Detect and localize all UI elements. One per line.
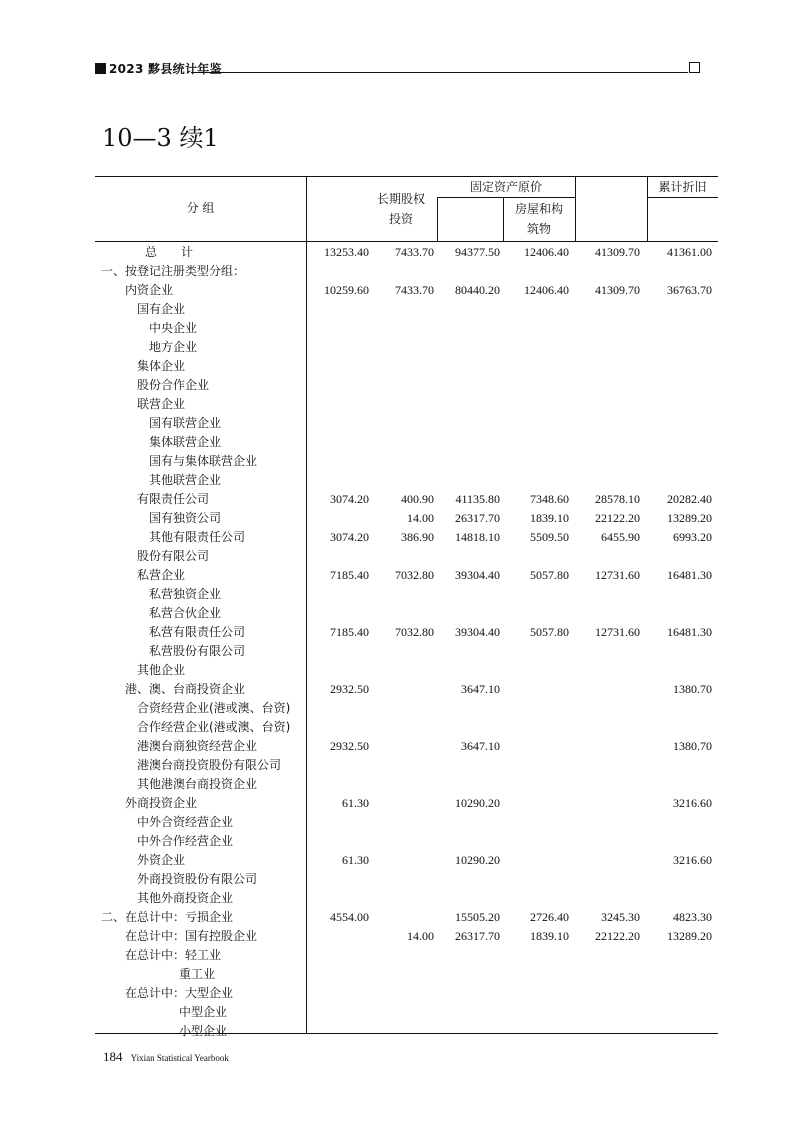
row-label: 集体企业 (137, 359, 186, 373)
table-row (95, 870, 718, 889)
row-label: 私营企业 (137, 568, 186, 582)
table-row (95, 1022, 718, 1041)
cell-value: 10259.60 (324, 283, 369, 297)
row-label: 其他联营企业 (149, 473, 222, 487)
cell-value: 14818.10 (455, 530, 500, 544)
cell-value: 39304.40 (455, 568, 500, 582)
cell-value: 386.90 (401, 530, 434, 544)
header-rule (191, 72, 688, 73)
cell-value: 28578.10 (595, 492, 640, 506)
col-header-long-term-equity: 长期股权投资 (376, 192, 425, 226)
row-label: 合资经营企业(港或澳、台资) (137, 701, 291, 715)
row-label: 有限责任公司 (137, 492, 210, 506)
cell-value: 14.00 (407, 929, 434, 943)
table-title: 10—3 续1 (102, 124, 219, 152)
cell-value: 7185.40 (330, 625, 369, 639)
cell-value: 16481.30 (667, 568, 712, 582)
row-label: 集体联营企业 (149, 435, 222, 449)
cell-value: 3216.60 (673, 796, 712, 810)
cell-value: 1839.10 (530, 511, 569, 525)
cell-value: 1380.70 (673, 682, 712, 696)
table-row (95, 832, 718, 851)
table-row (95, 243, 718, 262)
table-row (95, 699, 718, 718)
table-row (95, 528, 718, 547)
cell-value: 3216.60 (673, 853, 712, 867)
page-footer (103, 1046, 229, 1065)
cell-value: 94377.50 (455, 245, 500, 259)
table-row (95, 414, 718, 433)
header-title: 2023 黟县统计年鉴 (109, 62, 222, 76)
cell-value: 36763.70 (667, 283, 712, 297)
page-number: 184 (103, 1049, 123, 1064)
table-row (95, 547, 718, 566)
table-row (95, 471, 718, 490)
cell-value: 7185.40 (330, 568, 369, 582)
cell-value: 15505.20 (455, 910, 500, 924)
cell-value: 22122.20 (595, 929, 640, 943)
row-label: 股份合作企业 (137, 378, 210, 392)
cell-value: 3647.10 (461, 682, 500, 696)
cell-value: 1839.10 (530, 929, 569, 943)
cell-value: 22122.20 (595, 511, 640, 525)
col-header-group: 分 组 (186, 201, 215, 215)
table-row (95, 680, 718, 699)
table-row (95, 737, 718, 756)
table-row (95, 357, 718, 376)
cell-value: 20282.40 (667, 492, 712, 506)
cell-value: 26317.70 (455, 511, 500, 525)
cell-value: 14.00 (407, 511, 434, 525)
row-label: 国有企业 (137, 302, 186, 316)
cell-value: 3074.20 (330, 492, 369, 506)
col-divider (575, 177, 576, 242)
cell-value: 2932.50 (330, 682, 369, 696)
table-row (95, 889, 718, 908)
cell-value: 7348.60 (530, 492, 569, 506)
cell-value: 41309.70 (595, 283, 640, 297)
row-label: 一、按登记注册类型分组： (101, 264, 246, 278)
cell-value: 41135.80 (455, 492, 500, 506)
table-row (95, 718, 718, 737)
cell-value: 7032.80 (395, 568, 434, 582)
table-row (95, 319, 718, 338)
table-row (95, 395, 718, 414)
row-label: 其他有限责任公司 (149, 530, 246, 544)
row-label: 地方企业 (149, 340, 198, 354)
table-row (95, 433, 718, 452)
table-row (95, 452, 718, 471)
cell-value: 4823.30 (673, 910, 712, 924)
row-label: 中外合作经营企业 (137, 834, 234, 848)
row-label: 港澳台商独资经营企业 (137, 739, 258, 753)
cell-value: 39304.40 (455, 625, 500, 639)
table-row (95, 1003, 718, 1022)
table-row (95, 794, 718, 813)
row-label: 国有与集体联营企业 (149, 454, 258, 468)
table-row (95, 984, 718, 1003)
cell-value: 6455.90 (601, 530, 640, 544)
table-row (95, 509, 718, 528)
col-header-buildings: 房屋和构筑物 (514, 202, 563, 236)
table-row (95, 566, 718, 585)
row-label: 私营有限责任公司 (149, 625, 246, 639)
running-header (95, 60, 700, 76)
cell-value: 5057.80 (530, 625, 569, 639)
cell-value: 26317.70 (455, 929, 500, 943)
table-row (95, 756, 718, 775)
table-row (95, 851, 718, 870)
cell-value: 3647.10 (461, 739, 500, 753)
row-label: 在总计中：国有控股企业 (125, 929, 258, 943)
row-label: 小型企业 (179, 1024, 228, 1038)
row-label: 股份有限公司 (137, 549, 210, 563)
statistics-table (95, 176, 718, 1038)
row-label: 港、澳、台商投资企业 (125, 682, 246, 696)
cell-value: 12731.60 (595, 625, 640, 639)
row-label: 外商投资股份有限公司 (137, 872, 258, 886)
cell-value: 3074.20 (330, 530, 369, 544)
cell-value: 3245.30 (601, 910, 640, 924)
cell-value: 61.30 (342, 796, 369, 810)
row-label: 外商投资企业 (125, 796, 198, 810)
table-row (95, 623, 718, 642)
row-label: 中外合资经营企业 (137, 815, 234, 829)
col-header-fixed-assets: 固定资产原价 (469, 180, 542, 194)
table-row (95, 965, 718, 984)
table-row (95, 338, 718, 357)
row-label: 私营股份有限公司 (149, 644, 246, 658)
row-label: 中型企业 (179, 1005, 228, 1019)
row-label: 外资企业 (137, 853, 186, 867)
cell-value: 12406.40 (524, 283, 569, 297)
cell-value: 13289.20 (667, 511, 712, 525)
cell-value: 5057.80 (530, 568, 569, 582)
row-label: 私营独资企业 (149, 587, 222, 601)
row-label: 中央企业 (149, 321, 198, 335)
row-label: 在总计中：轻工业 (125, 948, 222, 962)
table-row (95, 585, 718, 604)
header-box-icon (689, 62, 700, 73)
cell-value: 6993.20 (673, 530, 712, 544)
table-row (95, 376, 718, 395)
cell-value: 4554.00 (330, 910, 369, 924)
table-row (95, 813, 718, 832)
col-divider (503, 197, 504, 242)
row-label: 国有独资公司 (149, 511, 222, 525)
row-label: 总 计 (145, 245, 194, 259)
header-rule (647, 197, 718, 198)
cell-value: 7032.80 (395, 625, 434, 639)
cell-value: 5509.50 (530, 530, 569, 544)
cell-value: 12731.60 (595, 568, 640, 582)
table-row (95, 642, 718, 661)
row-label: 国有联营企业 (149, 416, 222, 430)
row-label: 重工业 (179, 967, 216, 981)
row-label: 其他外商投资企业 (137, 891, 234, 905)
header-rule (437, 197, 575, 198)
cell-value: 12406.40 (524, 245, 569, 259)
table-row (95, 604, 718, 623)
row-label: 港澳台商投资股份有限公司 (137, 758, 282, 772)
header-square-icon (95, 63, 106, 74)
cell-value: 10290.20 (455, 853, 500, 867)
cell-value: 2726.40 (530, 910, 569, 924)
cell-value: 2932.50 (330, 739, 369, 753)
cell-value: 400.90 (401, 492, 434, 506)
cell-value: 13253.40 (324, 245, 369, 259)
col-divider (437, 197, 438, 242)
row-label: 合作经营企业(港或澳、台资) (137, 720, 291, 734)
cell-value: 16481.30 (667, 625, 712, 639)
table-row (95, 661, 718, 680)
cell-value: 41309.70 (595, 245, 640, 259)
table-row (95, 775, 718, 794)
cell-value: 80440.20 (455, 283, 500, 297)
table-row (95, 927, 718, 946)
book-title: Yixian Statistical Yearbook (130, 1053, 229, 1063)
cell-value: 61.30 (342, 853, 369, 867)
table-row (95, 262, 718, 281)
row-label: 联营企业 (137, 397, 186, 411)
table-row (95, 908, 718, 927)
row-label: 其他港澳台商投资企业 (137, 777, 258, 791)
header-bottom-rule (95, 241, 718, 242)
row-label: 在总计中：大型企业 (125, 986, 234, 1000)
table-row (95, 490, 718, 509)
row-label: 内资企业 (125, 283, 174, 297)
table-row (95, 946, 718, 965)
table-row (95, 300, 718, 319)
cell-value: 7433.70 (395, 283, 434, 297)
col-header-accum-depreciation: 累计折旧 (658, 180, 707, 194)
cell-value: 1380.70 (673, 739, 712, 753)
row-label: 其他企业 (137, 663, 186, 677)
cell-value: 10290.20 (455, 796, 500, 810)
row-label: 二、在总计中：亏损企业 (101, 910, 234, 924)
cell-value: 13289.20 (667, 929, 712, 943)
row-label: 私营合伙企业 (149, 606, 222, 620)
cell-value: 41361.00 (667, 245, 712, 259)
cell-value: 7433.70 (395, 245, 434, 259)
table-row (95, 281, 718, 300)
